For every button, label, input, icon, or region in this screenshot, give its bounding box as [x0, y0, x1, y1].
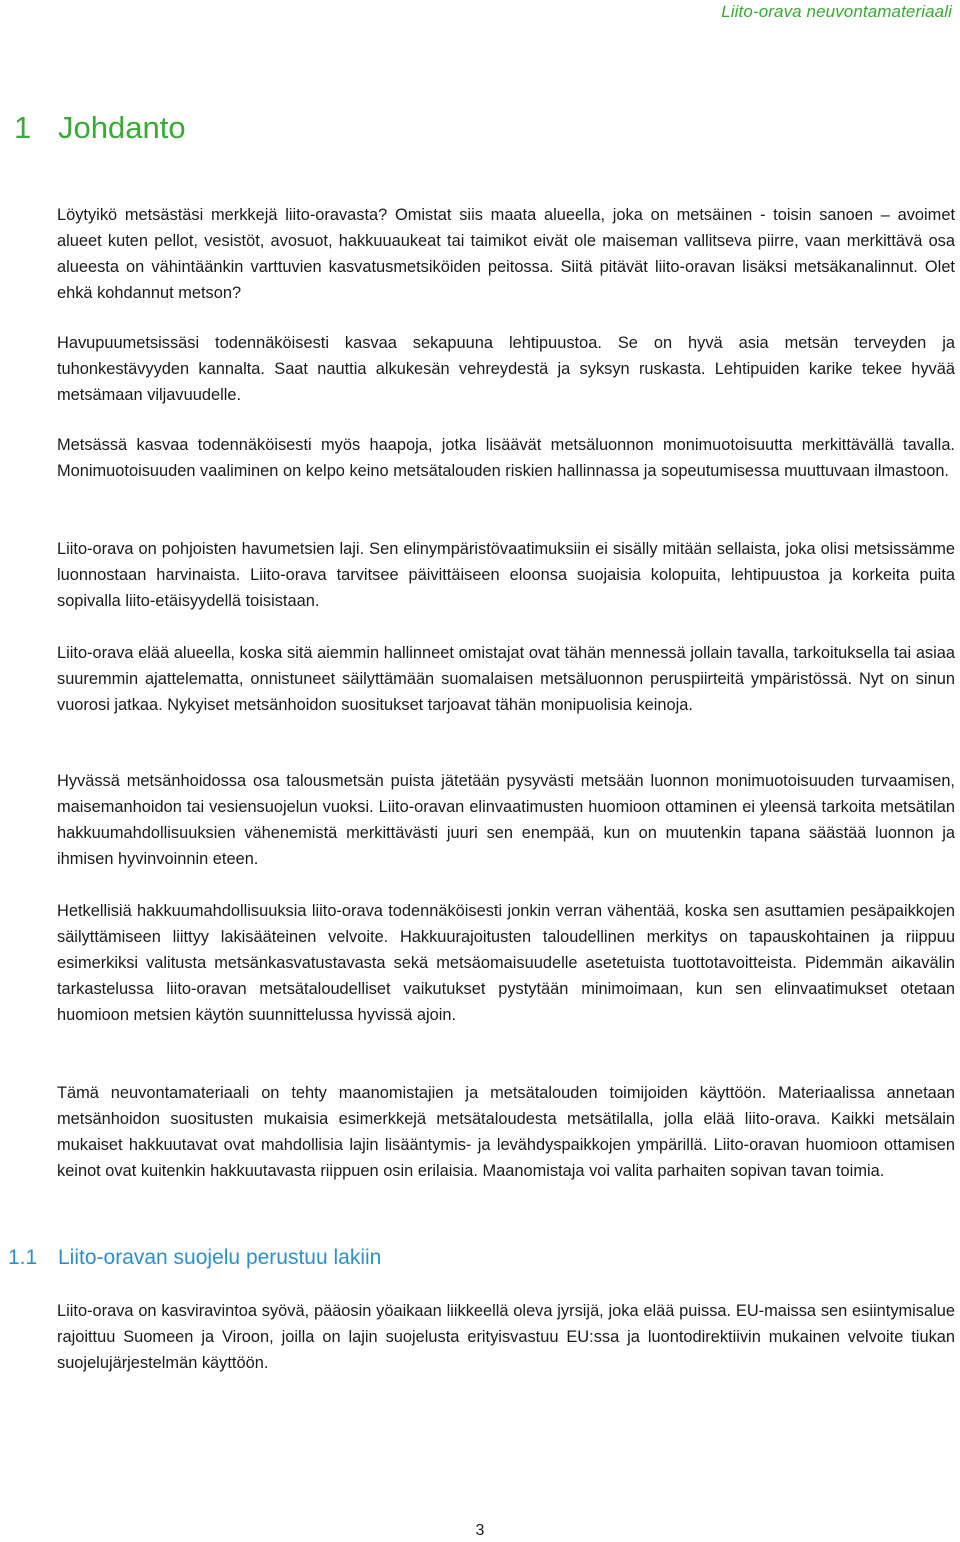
paragraph-haavat: Metsässä kasvaa todennäköisesti myös haapoja, jotka lisäävät metsäluonnon monimuotoisuutta merkittävällä tavalla. Monimuotoisuuden vaaliminen on kelpo keino metsätalouden riskien hallinnassa ja sopeutumisessa muuttuvaan ilmastoon.	[57, 436, 955, 480]
paragraph-intro: Löytyikö metsästäsi merkkejä liito-oravasta? Omistat siis maata alueella, joka on metsäinen - toisin sanoen – avoimet alueet kuten pellot, vesistöt, avosuot, hakkuuaukeat tai taimikot eivät ole maiseman vallitseva piirre, vaan merkittävä osa alueesta on vähintäänkin varttuvien kasvatusmetsiköiden peitossa. Siitä pitävät liito-oravan lisäksi metsäkanalinnut. Olet ehkä kohdannut metson?	[57, 206, 955, 302]
paragraph-havumetsat: Liito-orava on pohjoisten havumetsien laji. Sen elinympäristövaatimuksiin ei sisälly mitään sellaista, joka olisi metsissämme luonnostaan harvinaista. Liito-orava tarvitsee päivittäiseen eloonsa suojaisia kolopuita, lehtipuustoa ja korkeita puita sopivalla liito-etäisyydellä toisistaan.	[57, 540, 955, 610]
section-title: Johdanto	[58, 110, 186, 145]
section-number: 1	[14, 110, 32, 145]
paragraph-kasviravinto: Liito-orava on kasviravintoa syövä, pääosin yöaikaan liikkeellä oleva jyrsijä, joka elää puissa. EU-maissa sen esiintymisalue rajoittuu Suomeen ja Viroon, joilla on lajin suojelusta erityisvastuu EU:ssa ja luontodirektiivin mukainen velvoite tiukan suojelujärjestelmän käyttöön.	[57, 1302, 955, 1372]
paragraph-metsanhoito: Hyvässä metsänhoidossa osa talousmetsän puista jätetään pysyvästi metsään luonnon monimuotoisuuden turvaamisen, maisemanhoidon tai vesiensuojelun vuoksi. Liito-oravan elinvaatimusten huomioon ottaminen ei yleensä tarkoita metsätilan hakkuumahdollisuuksien vähenemistä merkittävästi juuri sen enempää, kun on muutenkin tapana säästää luonnon ja ihmisen hyvinvoinnin eteen.	[57, 772, 955, 868]
subsection-number: 1.1	[8, 1246, 38, 1269]
paragraph-alueella: Liito-orava elää alueella, koska sitä aiemmin hallinneet omistajat ovat tähän mennessä jollain tavalla, tarkoituksella tai asiaa suuremmin ajattelematta, onnistuneet säilyttämään suomalaisen metsäluonnon peruspiirteitä ympäristössä. Nyt on sinun vuorosi jatkaa. Nykyiset metsänhoidon suositukset tarjoavat tähän monipuolisia keinoja.	[57, 644, 955, 714]
subsection-title: Liito-oravan suojelu perustuu lakiin	[58, 1246, 382, 1269]
subsection-heading-suojelu	[8, 1246, 381, 1270]
section-heading-johdanto	[14, 110, 186, 146]
page-number: 3	[475, 1522, 485, 1539]
paragraph-neuvontamateriaali: Tämä neuvontamateriaali on tehty maanomistajien ja metsätalouden toimijoiden käyttöön. Materiaalissa annetaan metsänhoidon suositusten mukaisia esimerkkejä metsätaloudesta metsätilalla, jolla elää liito-orava. Kaikki metsälain mukaiset hakkuutavat ovat mahdollisia lajin lisääntymis- ja levähdyspaikkojen ympärillä. Liito-oravan huomioon ottamisen keinot ovat kuitenkin hakkuutavasta riippuen osin erilaisia. Maanomistaja voi valita parhaiten sopivan tavan toimia.	[57, 1084, 955, 1180]
paragraph-hakkuumahdollisuudet: Hetkellisiä hakkuumahdollisuuksia liito-orava todennäköisesti jonkin verran vähentää, koska sen asuttamien pesäpaikkojen säilyttämiseen liittyy lakisääteinen velvoite. Hakkuurajoitusten taloudellinen merkitys on tapauskohtainen ja riippuu esimerkiksi valitusta metsänkasvatustavasta sekä metsäomaisuudelle asetetuista tuottotavoitteista. Pidemmän aikavälin tarkastelussa liito-oravan metsätaloudelliset vaikutukset pystytään minimoimaan, kun sen elinvaatimukset otetaan huomioon metsien käytön suunnittelussa hyvissä ajoin.	[57, 902, 955, 1024]
paragraph-lehtipuusto: Havupuumetsissäsi todennäköisesti kasvaa sekapuuna lehtipuustoa. Se on hyvä asia metsän terveyden ja tuhonkestävyyden kannalta. Saat nauttia alkukesän vehreydestä ja syksyn ruskasta. Lehtipuiden karike tekee hyvää metsämaan viljavuudelle.	[57, 334, 955, 404]
running-header: Liito-orava neuvontamateriaali	[721, 2, 952, 21]
